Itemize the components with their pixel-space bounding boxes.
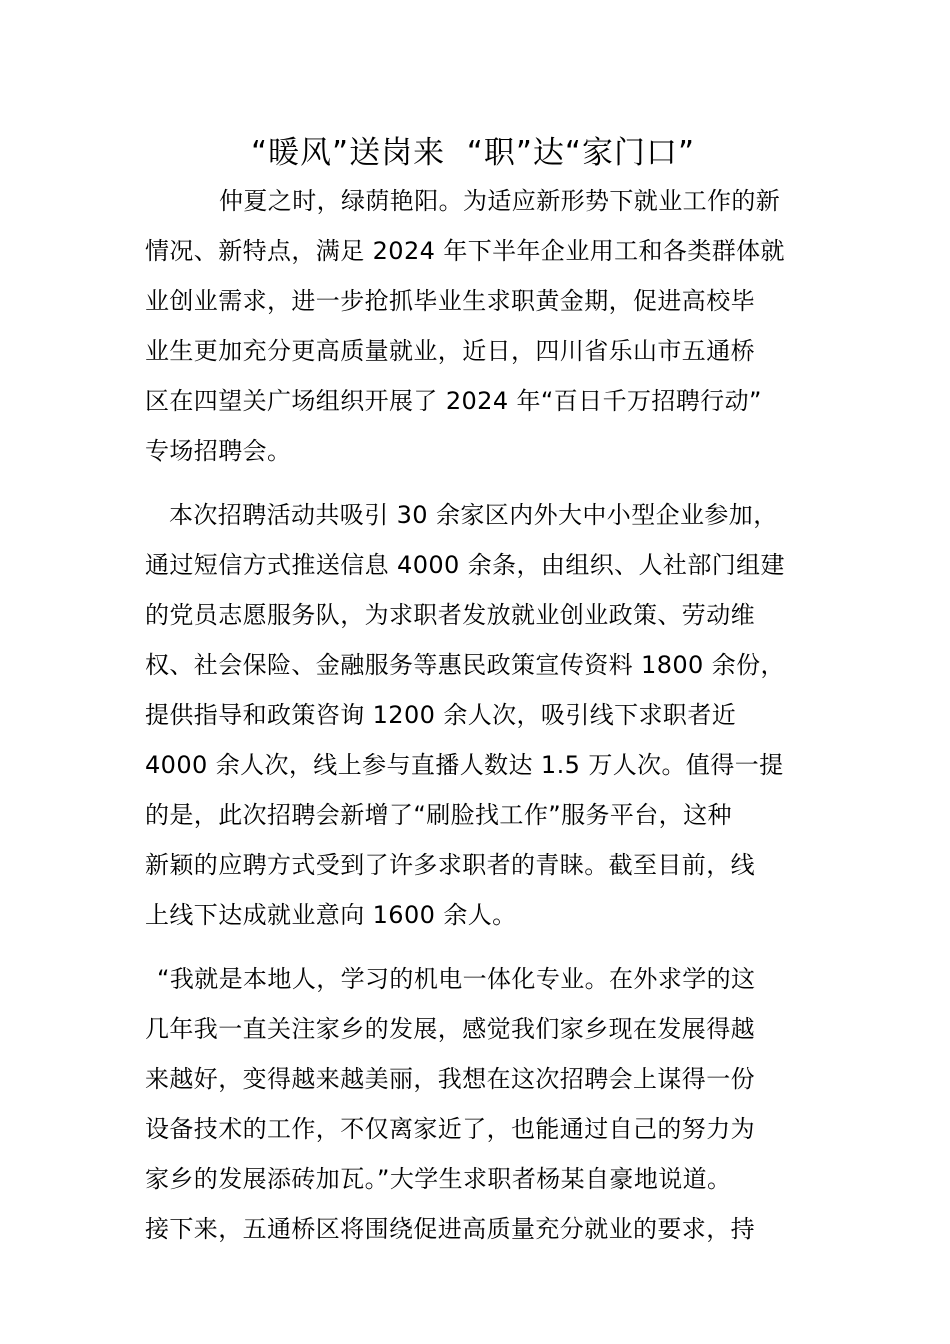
paragraph-line: “我就是本地人，学习的机电一体化专业。在外求学的这	[157, 965, 756, 993]
paragraph-line: 4000 余人次，线上参与直播人数达 1.5 万人次。值得一提	[145, 751, 784, 779]
paragraph-line: 家乡的发展添砖加瓦。”大学生求职者杨某自豪地说道。	[145, 1165, 732, 1193]
paragraph-line: 业生更加充分更高质量就业，近日，四川省乐山市五通桥	[145, 337, 755, 365]
paragraph-line: 的是，此次招聘会新增了“刷脸找工作”服务平台，这种	[145, 801, 732, 829]
paragraph	[145, 176, 810, 476]
paragraph-line: 接下来，五通桥区将围绕促进高质量充分就业的要求，持	[145, 1215, 755, 1243]
paragraph-line: 来越好，变得越来越美丽，我想在这次招聘会上谋得一份	[145, 1065, 755, 1093]
paragraph-line: 仲夏之时，绿荫艳阳。为适应新形势下就业工作的新	[219, 187, 781, 215]
article-title: “暖风”送岗来 “职”达“家门口”	[250, 135, 696, 171]
paragraph-line: 几年我一直关注家乡的发展，感觉我们家乡现在发展得越	[145, 1015, 755, 1043]
paragraph-line: 专场招聘会。	[145, 437, 292, 465]
paragraph-line: 设备技术的工作，不仅离家近了，也能通过自己的努力为	[145, 1115, 755, 1143]
paragraph-line: 本次招聘活动共吸引 30 余家区内外大中小型企业参加，	[169, 501, 778, 529]
paragraph	[145, 490, 810, 940]
paragraph	[145, 1204, 810, 1254]
paragraph-line: 区在四望关广场组织开展了 2024 年“百日千万招聘行动”	[145, 387, 762, 415]
article-body	[145, 176, 810, 1254]
paragraph	[145, 954, 810, 1204]
paragraph-line: 新颖的应聘方式受到了许多求职者的青睐。截至目前，线	[145, 851, 755, 879]
paragraph-line: 权、社会保险、金融服务等惠民政策宣传资料 1800 余份，	[145, 651, 785, 679]
paragraph-line: 业创业需求，进一步抢抓毕业生求职黄金期，促进高校毕	[145, 287, 755, 315]
paragraph-line: 上线下达成就业意向 1600 余人。	[145, 901, 517, 929]
paragraph-line: 通过短信方式推送信息 4000 余条，由组织、人社部门组建	[145, 551, 785, 579]
paragraph-line: 情况、新特点，满足 2024 年下半年企业用工和各类群体就	[145, 237, 785, 265]
paragraph-line: 提供指导和政策咨询 1200 余人次，吸引线下求职者近	[145, 701, 737, 729]
paragraph-line: 的党员志愿服务队，为求职者发放就业创业政策、劳动维	[145, 601, 755, 629]
